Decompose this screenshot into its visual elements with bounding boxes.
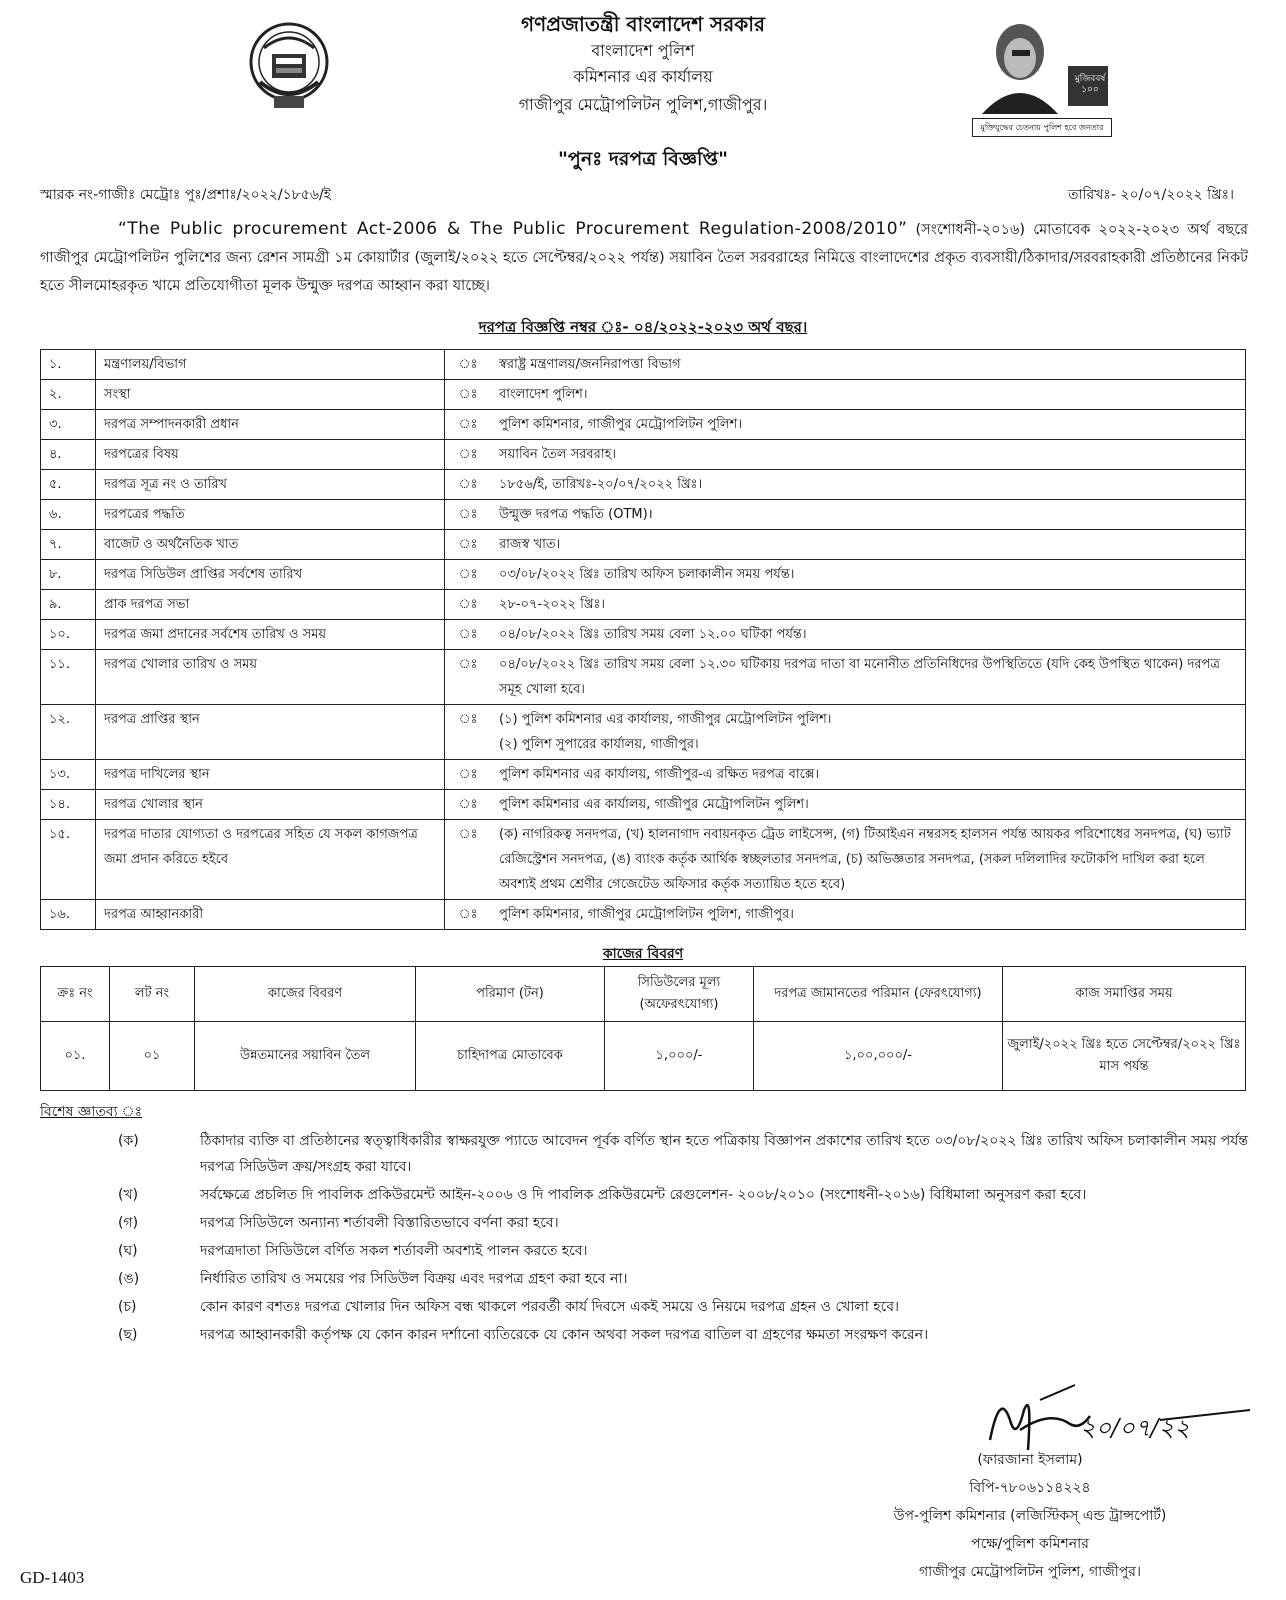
info-cell-value	[491, 705, 1246, 760]
special-notes-list	[40, 1128, 1248, 1350]
info-cell-serial: ২.	[41, 380, 96, 410]
table-row	[41, 560, 1246, 590]
note-text: কোন কারণ বশতঃ দরপত্র খোলার দিন অফিস বন্ধ থাকলে পরবর্তী কার্য দিবসে একই সময়ে ও নিয়মে দরপত্র গ্রহন ও খোলা হবে।	[200, 1299, 900, 1315]
info-cell-value: পুলিশ কমিশনার, গাজীপুর মেট্রোপলিটন পুলিশ।	[491, 410, 1246, 440]
note-label: (গ)	[118, 1215, 139, 1231]
info-cell-serial: ১০.	[41, 620, 96, 650]
signatory-bp: বিপি-৭৮০৬১১৪২২৪	[969, 1480, 1091, 1496]
info-cell-value: উন্মুক্ত দরপত্র পদ্ধতি (OTM)।	[491, 500, 1246, 530]
note-label: (চ)	[118, 1299, 137, 1315]
note-label: (ছ)	[118, 1327, 138, 1343]
gd-code: GD-1403	[20, 1568, 85, 1587]
list-item	[40, 1128, 1248, 1180]
list-item	[40, 1294, 1248, 1320]
note-text: নির্ধারিত তারিখ ও সময়ের পর সিডিউল বিক্রয় এবং দরপত্র গ্রহণ করা হবে না।	[200, 1271, 628, 1287]
info-cell-label: দরপত্রের বিষয়	[96, 440, 445, 470]
info-cell-colon: ঃ	[445, 790, 492, 820]
table-row	[41, 650, 1246, 705]
info-cell-label: দরপত্র আহ্বানকারী	[96, 900, 445, 930]
list-item	[40, 1182, 1248, 1208]
work-col-completion-time: কাজ সমাপ্তির সময়	[1003, 967, 1246, 1022]
note-label: (ক)	[118, 1133, 139, 1149]
work-col-security-amount: দরপত্র জামানতের পরিমান (ফেরৎযোগ্য)	[754, 967, 1003, 1022]
info-cell-value: পুলিশ কমিশনার, গাজীপুর মেট্রোপলিটন পুলিশ, গাজীপুর।	[491, 900, 1246, 930]
note-label: (ঘ)	[118, 1243, 138, 1259]
signatory-name: (ফারজানা ইসলাম)	[977, 1452, 1083, 1468]
info-cell-label: দরপত্র দাখিলের স্থান	[96, 760, 445, 790]
work-col-description: কাজের বিবরণ	[195, 967, 416, 1022]
table-row	[41, 470, 1246, 500]
intro-act-reference: “The Public procurement Act-2006 & The Public Procurement Regulation-2008/2010”	[118, 219, 908, 239]
info-cell-label: দরপত্র সূত্র নং ও তারিখ	[96, 470, 445, 500]
info-cell-serial: ১৪.	[41, 790, 96, 820]
table-row	[41, 500, 1246, 530]
table-row	[41, 705, 1246, 760]
table-row	[41, 410, 1246, 440]
info-cell-colon: ঃ	[445, 410, 492, 440]
work-col-serial: ক্রঃ নং	[41, 967, 110, 1022]
info-cell-serial: ১১.	[41, 650, 96, 705]
work-col-quantity: পরিমাণ (টন)	[416, 967, 605, 1022]
info-cell-label: দরপত্র প্রাপ্তির স্থান	[96, 705, 445, 760]
info-cell-colon: ঃ	[445, 500, 492, 530]
unit-heading: গাজীপুর মেট্রোপলিটন পুলিশ,গাজীপুর।	[518, 95, 768, 114]
memo-number: স্মারক নং-গাজীঃ মেট্রোঃ পুঃ/প্রশাঃ/২০২২/১৮৫৬/ই	[40, 187, 331, 203]
special-notes-heading: বিশেষ জ্ঞাতব্য ঃ	[40, 1104, 143, 1120]
table-row	[41, 790, 1246, 820]
info-cell-label: দরপত্র সিডিউল প্রাপ্তির সর্বশেষ তারিখ	[96, 560, 445, 590]
info-cell-value: ০৩/০৮/২০২২ খ্রিঃ তারিখ অফিস চলাকালীন সময় পর্যন্ত।	[491, 560, 1246, 590]
info-cell-colon: ঃ	[445, 820, 492, 900]
info-cell-colon: ঃ	[445, 760, 492, 790]
info-cell-label: দরপত্র খোলার তারিখ ও সময়	[96, 650, 445, 705]
tender-notice-number: দরপত্র বিজ্ঞপ্তি নম্বর ঃ- ০৪/২০২২-২০২৩ অর্থ বছর।	[478, 318, 808, 336]
info-cell-serial: ৬.	[41, 500, 96, 530]
info-cell-value: ০৪/০৮/২০২২ খ্রিঃ তারিখ সময় বেলা ১২.৩০ ঘটিকায় দরপত্র দাতা বা মনোনীত প্রতিনিধিদের উপস্থিতিতে (যদি কেহ উপস্থিত থাকেন) দরপত্র সমূহ খোলা হবে।	[491, 650, 1246, 705]
intro-body: (সংশোধনী-২০১৬) মোতাবেক ২০২২-২০২৩ অর্থ বছরে গাজীপুর মেট্রোপলিটন পুলিশের জন্য রেশন সামগ্রী ১ম কোয়ার্টার (জুলাই/২০২২ হতে সেপ্টেম্বর/২০২২ পর্যন্ত) সয়াবিন তৈল সরবরাহের নিমিত্তে বাংলাদেশের প্রকৃত ব্যবসায়ী/ঠিকাদার/সরবরাহকারী প্রতিষ্ঠানের নিকট হতে সীলমোহরকৃত খামে প্রতিযোগীতা মূলক উন্মুক্ত দরপত্র আহ্বান করা যাচ্ছে।	[40, 222, 1249, 294]
signatory-office: গাজীপুর মেট্রোপলিটন পুলিশ, গাজীপুর।	[919, 1564, 1141, 1580]
info-cell-label: দরপত্র দাতার যোগ্যতা ও দরপত্রের সহিত যে সকল কাগজপত্র জমা প্রদান করিতে হইবে	[96, 820, 445, 900]
police-emblem-icon	[246, 18, 332, 114]
info-cell-value: পুলিশ কমিশনার এর কার্যালয়, গাজীপুর মেট্রোপলিটন পুলিশ।	[491, 790, 1246, 820]
info-cell-label: মন্ত্রণালয়/বিভাগ	[96, 350, 445, 380]
info-cell-colon: ঃ	[445, 900, 492, 930]
table-row	[41, 380, 1246, 410]
work-cell-lot: ০১	[110, 1022, 195, 1091]
info-cell-value: (ক) নাগরিকত্ব সনদপত্র, (খ) হালনাগাদ নবায়নকৃত ট্রেড লাইসেন্স, (গ) টিআইএন নম্বরসহ হালসন পর্যন্ত আয়কর পরিশোধের সনদপত্র, (ঘ) ভ্যাট রেজিস্ট্রেশন সনদপত্র, (ঙ) ব্যাংক কর্তৃক আর্থিক স্বচ্ছলতার সনদপত্র, (চ) অভিজ্ঞতার সনদপত্র, (সকল দলিলাদির ফটোকপি দাখিল করা হলে অবশ্যই প্রথম শ্রেণীর গেজেটেড অফিসার কর্তৃক সত্যায়িত হতে হবে)	[491, 820, 1246, 900]
info-cell-value: রাজস্ব খাত।	[491, 530, 1246, 560]
table-row	[41, 1022, 1246, 1091]
note-text: দরপত্র আহ্বানকারী কর্তৃপক্ষ যে কোন কারন দর্শানো ব্যতিরেকে যে কোন অথবা সকল দরপত্র বাতিল বা গ্রহণের ক্ষমতা সংরক্ষণ করেন।	[200, 1327, 929, 1343]
info-cell-colon: ঃ	[445, 620, 492, 650]
work-col-schedule-price: সিডিউলের মূল্য (অফেরৎযোগ্য)	[605, 967, 754, 1022]
list-item	[40, 1210, 1248, 1236]
info-cell-colon: ঃ	[445, 470, 492, 500]
intro-paragraph	[40, 215, 1248, 300]
work-cell-completion-time: জুলাই/২০২২ খ্রিঃ হতে সেপ্টেম্বর/২০২২ খ্রিঃ মাস পর্যন্ত	[1003, 1022, 1246, 1091]
info-cell-serial: ৮.	[41, 560, 96, 590]
list-item	[40, 1322, 1248, 1348]
work-cell-serial: ০১.	[41, 1022, 110, 1091]
info-cell-label: দরপত্রের পদ্ধতি	[96, 500, 445, 530]
table-row	[41, 760, 1246, 790]
table-row	[41, 590, 1246, 620]
info-cell-value: বাংলাদেশ পুলিশ।	[491, 380, 1246, 410]
info-cell-colon: ঃ	[445, 440, 492, 470]
work-col-lot: লট নং	[110, 967, 195, 1022]
info-cell-value: পুলিশ কমিশনার এর কার্যালয়, গাজীপুর-এ রক্ষিত দরপত্র বাক্সে।	[491, 760, 1246, 790]
work-table-header-row	[41, 967, 1246, 1022]
info-cell-serial: ৪.	[41, 440, 96, 470]
portrait-icon	[972, 14, 1114, 114]
info-cell-label: দরপত্র জমা প্রদানের সর্বশেষ তারিখ ও সময়	[96, 620, 445, 650]
info-cell-serial: ৩.	[41, 410, 96, 440]
table-row	[41, 350, 1246, 380]
work-cell-security-amount: ১,০০,০০০/-	[754, 1022, 1003, 1091]
info-cell-colon: ঃ	[445, 350, 492, 380]
note-label: (ঙ)	[118, 1271, 140, 1287]
info-cell-colon: ঃ	[445, 705, 492, 760]
signature-date: ২০/০৭/২২	[1080, 1414, 1190, 1442]
info-cell-value-line: (১) পুলিশ কমিশনার এর কার্যালয়, গাজীপুর মেট্রোপলিটন পুলিশ।	[499, 712, 832, 727]
info-cell-serial: ১৩.	[41, 760, 96, 790]
table-row	[41, 530, 1246, 560]
info-cell-colon: ঃ	[445, 380, 492, 410]
info-cell-label: বাজেট ও অর্থনৈতিক খাত	[96, 530, 445, 560]
info-cell-serial: ৫.	[41, 470, 96, 500]
table-row	[41, 620, 1246, 650]
list-item	[40, 1238, 1248, 1264]
info-cell-serial: ১৬.	[41, 900, 96, 930]
info-cell-colon: ঃ	[445, 530, 492, 560]
info-cell-colon: ঃ	[445, 650, 492, 705]
info-cell-serial: ১৫.	[41, 820, 96, 900]
info-cell-label: প্রাক দরপত্র সভা	[96, 590, 445, 620]
signatory-on-behalf: পক্ষে/পুলিশ কমিশনার	[971, 1536, 1089, 1552]
info-cell-value: সয়াবিন তৈল সরবরাহ।	[491, 440, 1246, 470]
notice-title: "পুনঃ দরপত্র বিজ্ঞপ্তি"	[558, 148, 728, 170]
portrait-subcaption: মুক্তিযুদ্ধের চেতনায় পুলিশ হবে জনতার	[972, 118, 1112, 137]
info-cell-label: সংস্থা	[96, 380, 445, 410]
work-cell-quantity: চাহিদাপত্র মোতাবেক	[416, 1022, 605, 1091]
work-table	[40, 966, 1246, 1091]
info-cell-colon: ঃ	[445, 590, 492, 620]
note-text: দরপত্র সিডিউলে অন্যান্য শর্তাবলী বিস্তারিতভাবে বর্ণনা করা হবে।	[200, 1215, 559, 1231]
info-cell-value: স্বরাষ্ট্র মন্ত্রণালয়/জননিরাপত্তা বিভাগ	[491, 350, 1246, 380]
dept-heading: বাংলাদেশ পুলিশ	[591, 41, 695, 60]
office-heading: কমিশনার এর কার্যালয়	[573, 67, 713, 86]
note-text: ঠিকাদার ব্যক্তি বা প্রতিষ্ঠানের স্বত্ত্বাধিকারীর স্বাক্ষরযুক্ত প্যাডে আবেদন পূর্বক বর্ণিত স্থান হতে পত্রিকায় বিজ্ঞাপন প্রকাশের তারিখ হতে ০৩/০৮/২০২২ খ্রিঃ তারিখ অফিস চলাকালীন সময় পর্যন্ত দরপত্র সিডিউল ক্রয়/সংগ্রহ করা যাবে।	[200, 1133, 1248, 1175]
table-row	[41, 440, 1246, 470]
info-cell-value: ১৮৫৬/ই, তারিখঃ-২০/০৭/২০২২ খ্রিঃ।	[491, 470, 1246, 500]
info-cell-serial: ৭.	[41, 530, 96, 560]
info-cell-label: দরপত্র সম্পাদনকারী প্রধান	[96, 410, 445, 440]
note-text: দরপত্রদাতা সিডিউলে বর্ণিত সকল শর্তাবলী অবশ্যই পালন করতে হবে।	[200, 1243, 588, 1259]
notice-date: তারিখঃ- ২০/০৭/২০২২ খ্রিঃ।	[1067, 187, 1234, 203]
table-row	[41, 820, 1246, 900]
work-description-title: কাজের বিবরণ	[602, 946, 684, 962]
table-row	[41, 900, 1246, 930]
info-cell-value: ২৮-০৭-২০২২ খ্রিঃ।	[491, 590, 1246, 620]
note-text: সর্বক্ষেত্রে প্রচলিত দি পাবলিক প্রকিউরমেন্ট আইন-২০০৬ ও দি পাবলিক প্রকিউরমেন্ট রেগুলেশন- ২০০৮/২০১০ (সংশোধনী-২০১৬) বিধিমালা অনুসরণ করা হবে।	[200, 1187, 1087, 1203]
mujib-borsho-logo	[972, 14, 1114, 148]
info-cell-colon: ঃ	[445, 560, 492, 590]
work-cell-schedule-price: ১,০০০/-	[605, 1022, 754, 1091]
info-cell-serial: ১.	[41, 350, 96, 380]
govt-heading: গণপ্রজাতন্ত্রী বাংলাদেশ সরকার	[521, 12, 765, 36]
note-label: (খ)	[118, 1187, 139, 1203]
portrait-caption: মুজিববর্ষ ১০০	[1074, 74, 1106, 95]
info-cell-label: দরপত্র খোলার স্থান	[96, 790, 445, 820]
tender-info-table	[40, 349, 1246, 930]
work-cell-description: উন্নতমানের সয়াবিন তৈল	[195, 1022, 416, 1091]
info-cell-serial: ১২.	[41, 705, 96, 760]
info-cell-serial: ৯.	[41, 590, 96, 620]
info-cell-value-line: (২) পুলিশ সুপারের কার্যালয়, গাজীপুর।	[499, 737, 699, 752]
signatory-designation: উপ-পুলিশ কমিশনার (লজিস্টিকস্ এন্ড ট্রান্সপোর্ট)	[893, 1508, 1167, 1524]
list-item	[40, 1266, 1248, 1292]
info-cell-value: ০৪/০৮/২০২২ খ্রিঃ তারিখ সময় বেলা ১২.০০ ঘটিকা পর্যন্ত।	[491, 620, 1246, 650]
